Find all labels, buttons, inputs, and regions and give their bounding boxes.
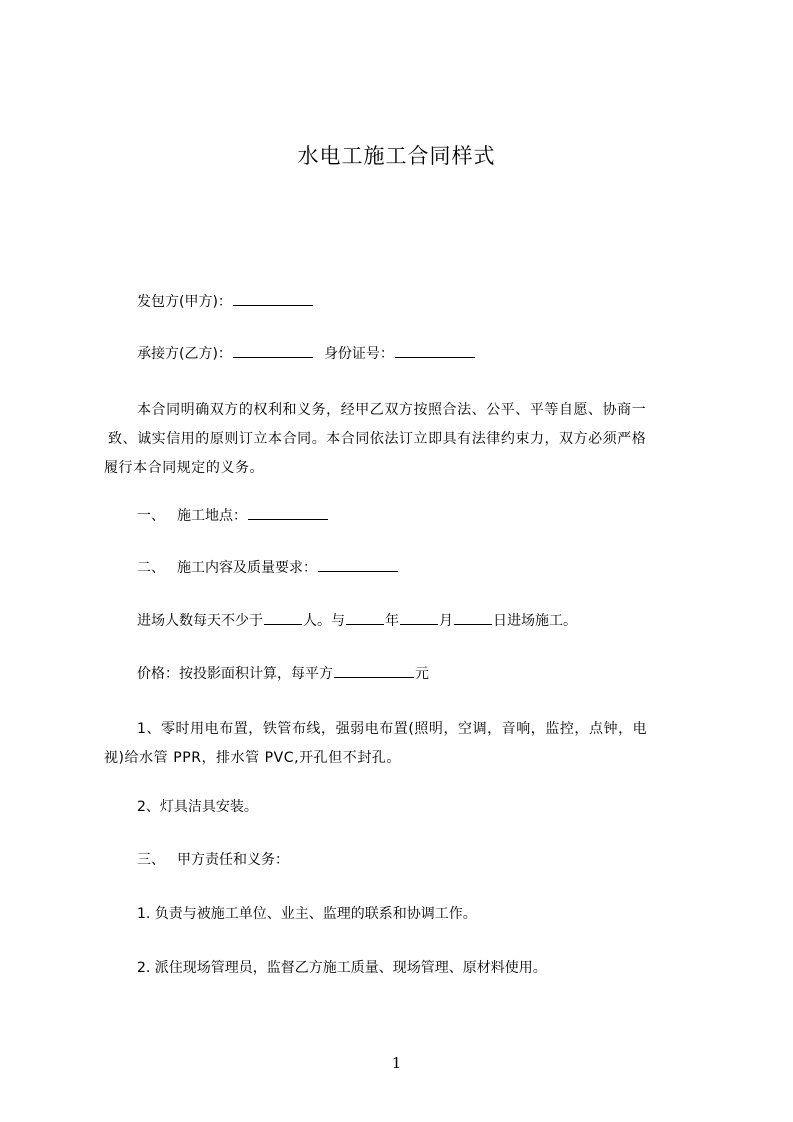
id-number-label: 身份证号： (323, 346, 394, 362)
intro-line: 本合同明确双方的权利和义务，经甲乙双方按照合法、公平、平等自愿、协商一 (137, 402, 647, 418)
intro-line: 致、诚实信用的原则订立本合同。本合同依法订立即具有法律约束力，双方必须严格 (108, 431, 647, 447)
section-1 (137, 504, 329, 527)
party-a-label: 发包方(甲方)： (137, 294, 232, 310)
section-2-label: 施工内容及质量要求： (177, 560, 317, 576)
party-a-line (137, 290, 314, 313)
page-number: 1 (391, 1054, 402, 1072)
site-location-blank[interactable] (248, 504, 328, 520)
section-3 (137, 849, 289, 871)
workers-unit: 人。与 (303, 613, 345, 629)
id-number-blank[interactable] (395, 342, 475, 358)
workers-suffix: 日进场施工。 (493, 613, 577, 629)
section-3-label: 甲方责任和义务： (177, 852, 289, 868)
page-title: 水电工施工合同样式 (297, 144, 496, 168)
party-b-label: 承接方(乙方)： (137, 346, 232, 362)
section-3-number: 三、 (137, 852, 165, 868)
item-2: 2、灯具洁具安装。 (137, 799, 258, 815)
section-2 (137, 556, 399, 579)
party-a-blank[interactable] (233, 290, 313, 306)
year-label: 年 (385, 613, 399, 629)
workers-prefix: 进场人数每天不少于 (137, 613, 263, 629)
price-label: 价格：按投影面积计算，每平方 (137, 666, 333, 682)
party-b-line (137, 342, 476, 365)
month-blank[interactable] (400, 609, 438, 625)
price-blank[interactable] (334, 662, 414, 678)
party-b-blank[interactable] (233, 342, 313, 358)
item-1-paragraph (104, 715, 704, 773)
duty-2: 2. 派住现场管理员，监督乙方施工质量、现场管理、原材料使用。 (137, 960, 547, 976)
price-line (137, 662, 429, 685)
section-1-number: 一、 (137, 508, 165, 524)
work-content-blank[interactable] (318, 556, 398, 572)
duty-1: 1. 负责与被施工单位、业主、监理的联系和协调工作。 (137, 906, 477, 922)
item-1-line: 1、零时用电布置，铁管布线，强弱电布置(照明，空调，音响，监控，点钟，电 (137, 721, 648, 737)
day-blank[interactable] (454, 609, 492, 625)
intro-line: 履行本合同规定的义务。 (104, 460, 265, 476)
month-label: 月 (439, 613, 453, 629)
workers-line (137, 609, 577, 632)
workers-count-blank[interactable] (264, 609, 302, 625)
section-1-label: 施工地点： (177, 508, 247, 524)
intro-paragraph (104, 396, 704, 483)
price-unit: 元 (415, 666, 429, 682)
year-blank[interactable] (346, 609, 384, 625)
section-2-number: 二、 (137, 560, 165, 576)
item-1-line: 视)给水管 PPR，排水管 PVC,开孔但不封孔。 (104, 750, 401, 766)
